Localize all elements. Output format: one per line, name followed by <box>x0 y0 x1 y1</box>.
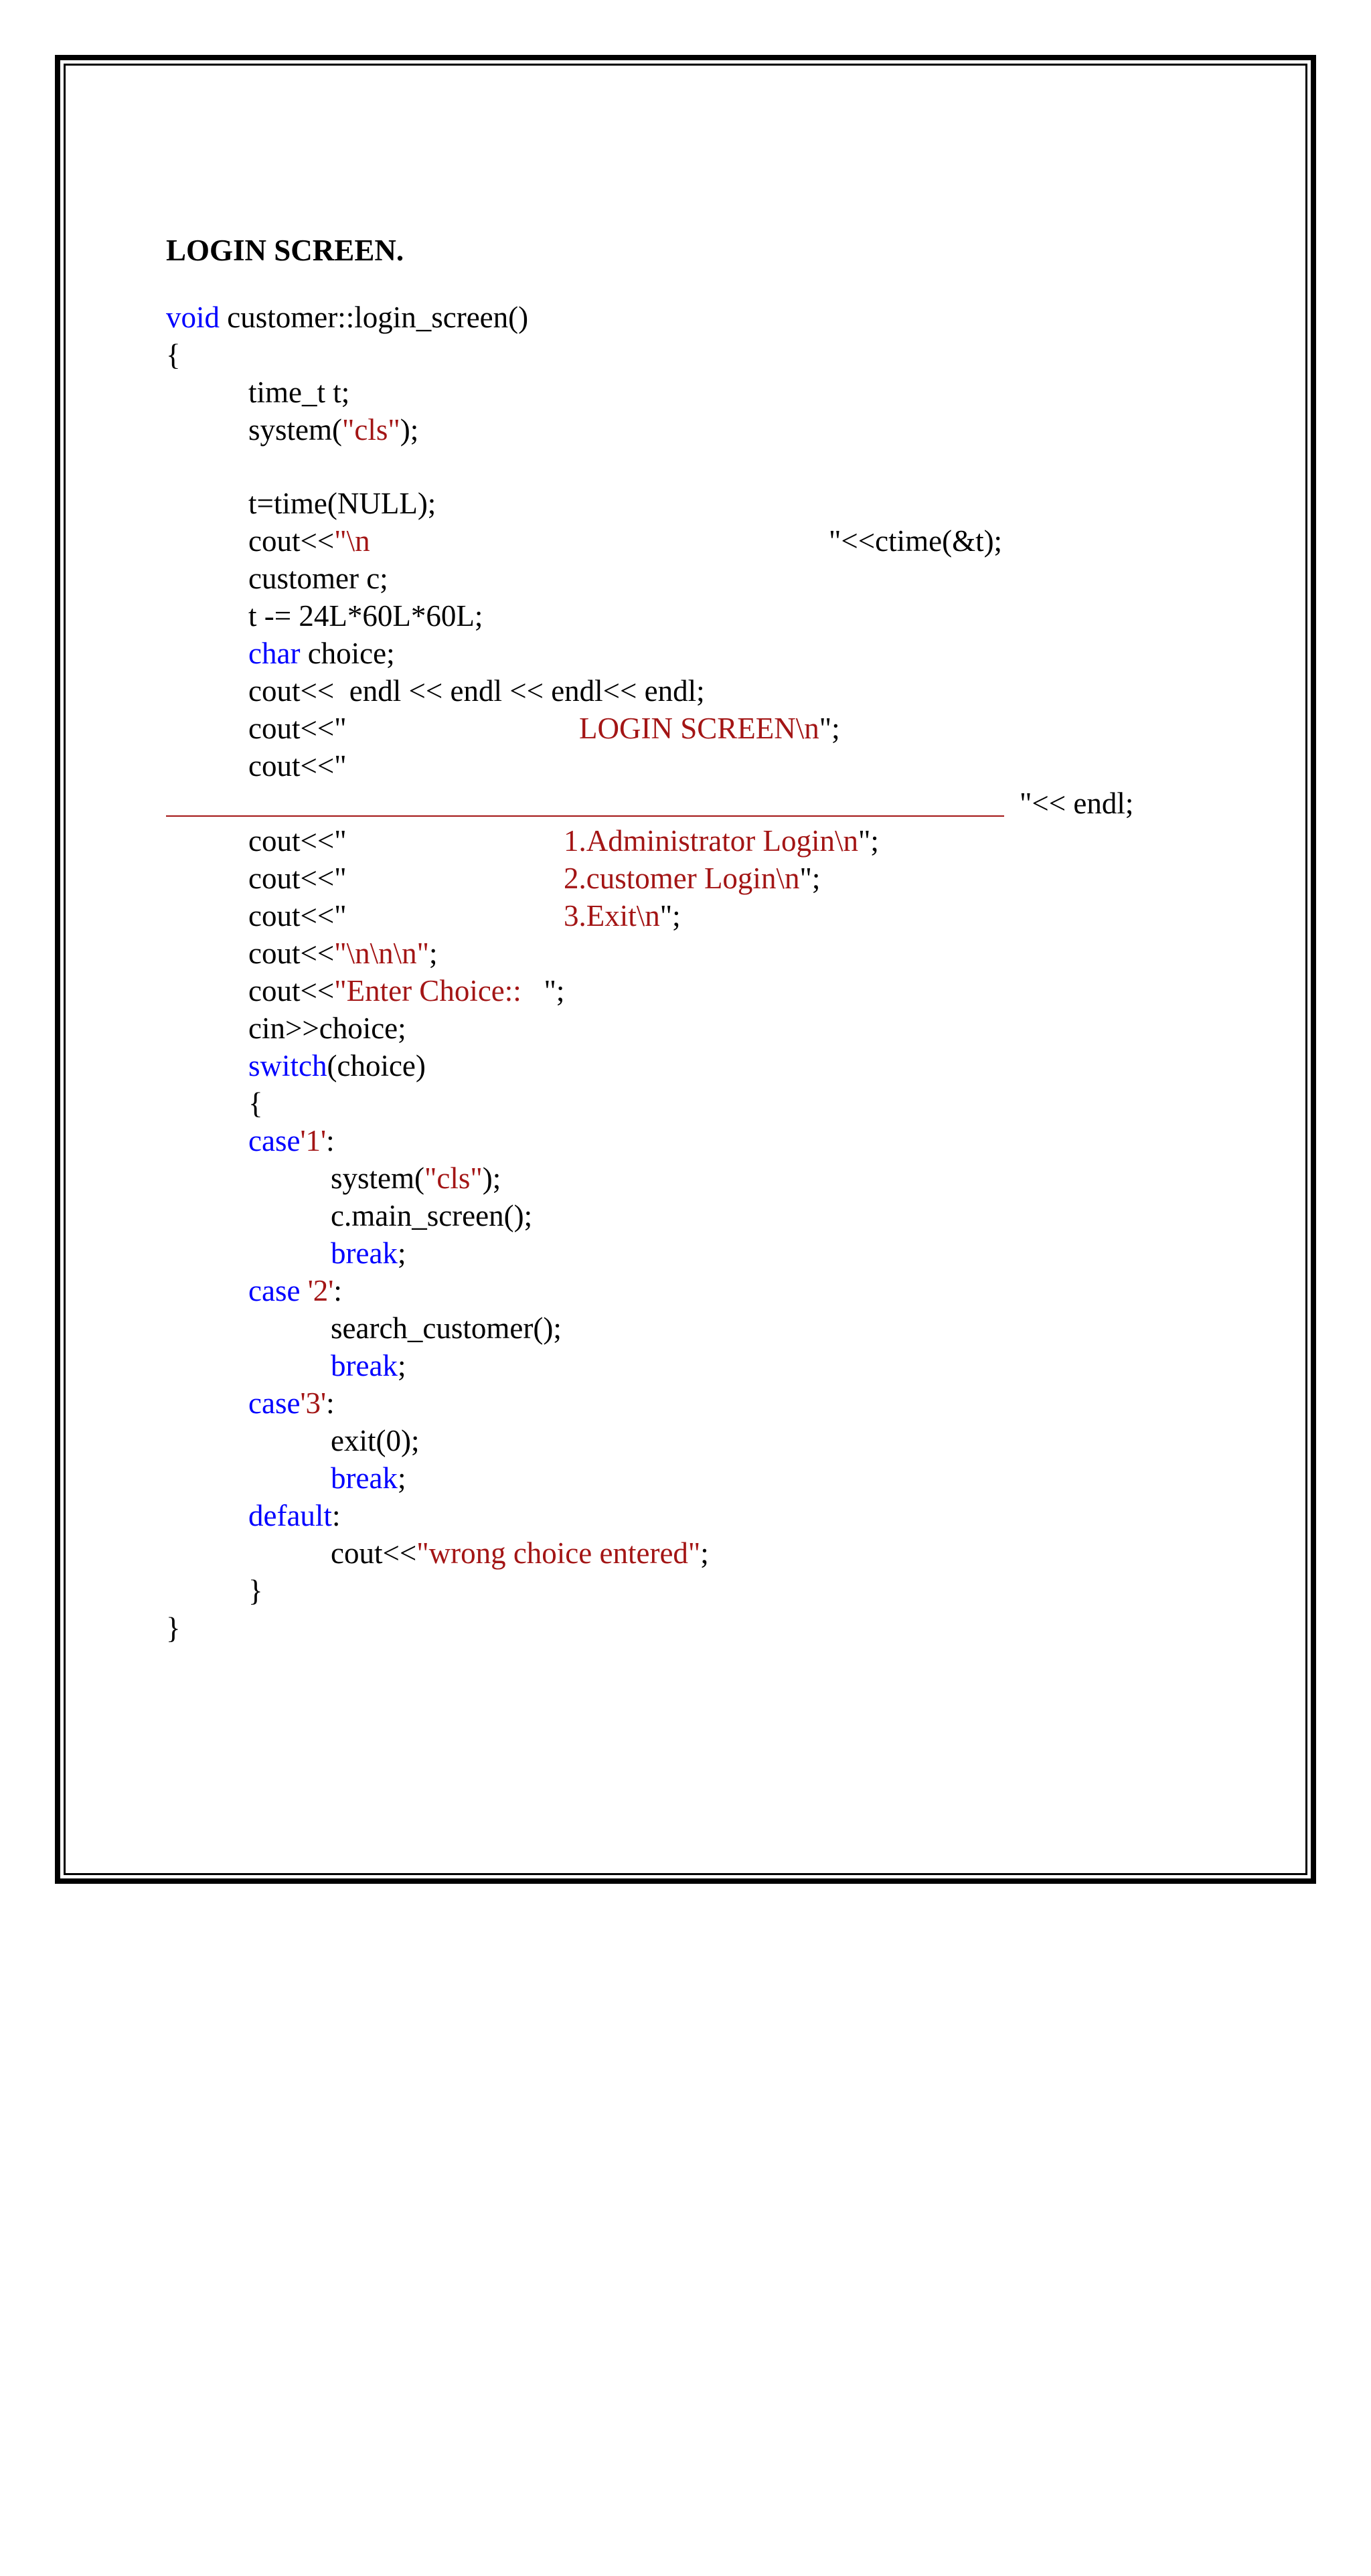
code-line-time-assign: t=time(NULL); <box>248 487 436 520</box>
keyword: break <box>331 1461 398 1495</box>
code-text: system( <box>331 1161 424 1195</box>
code-text: choice; <box>300 637 395 670</box>
code-text: ; <box>700 1536 709 1570</box>
code-text: (choice) <box>327 1049 426 1082</box>
code-line-menu-customer-string <box>564 860 820 897</box>
code-line-cout-ctime-end: "<<ctime(&t); <box>829 524 1003 558</box>
string-literal: '2' <box>300 1274 334 1307</box>
keyword: void <box>166 301 220 334</box>
code-line-exit: exit(0); <box>331 1424 420 1457</box>
string-literal: "wrong choice entered" <box>416 1536 701 1570</box>
code-block <box>166 0 1134 2576</box>
keyword: case <box>248 1386 301 1420</box>
code-text: customer::login_screen() <box>220 301 529 334</box>
string-literal: '1' <box>300 1124 327 1157</box>
string-literal: "Enter Choice:: <box>334 974 544 1008</box>
keyword: break <box>331 1349 398 1382</box>
code-line-time-decl: time_t t; <box>248 376 350 409</box>
code-line-switch-close: } <box>248 1574 263 1607</box>
section-heading: LOGIN SCREEN. <box>166 234 404 267</box>
code-text: ); <box>400 413 419 447</box>
string-literal: 1.Administrator Login\n <box>564 824 858 858</box>
code-text: ; <box>397 1461 406 1495</box>
code-text: "; <box>544 974 565 1008</box>
string-literal: 3.Exit\n <box>564 899 660 933</box>
keyword: char <box>248 637 301 670</box>
string-literal: "cls" <box>342 413 400 447</box>
code-text: : <box>326 1386 335 1420</box>
code-line-main-screen: c.main_screen(); <box>331 1199 533 1232</box>
code-line-menu-customer: cout<<" <box>248 862 347 895</box>
code-text: ; <box>397 1349 406 1382</box>
code-line-menu-exit-string <box>564 897 681 935</box>
code-line-case-3 <box>166 1384 335 1422</box>
code-text: ; <box>428 937 438 970</box>
code-text: "; <box>858 824 879 858</box>
keyword: default <box>248 1499 332 1532</box>
keyword: case <box>248 1124 301 1157</box>
code-line-cout-newlines <box>166 935 438 972</box>
code-line-close-brace: } <box>166 1611 181 1645</box>
code-line-time-subtract: t -= 24L*60L*60L; <box>248 599 483 633</box>
code-line-case-1-system <box>166 1159 501 1197</box>
code-text: ; <box>397 1236 406 1270</box>
code-line-open-brace: { <box>166 338 181 372</box>
string-literal: "\n <box>334 524 370 558</box>
string-literal: "cls" <box>424 1161 483 1195</box>
code-line-break-1 <box>166 1234 406 1272</box>
code-line-char-decl <box>166 635 395 672</box>
code-text: cout<< <box>248 524 335 558</box>
code-line-cout-title-string <box>579 710 840 747</box>
string-literal: 2.customer Login\n <box>564 862 800 895</box>
keyword: break <box>331 1236 398 1270</box>
code-text: : <box>326 1124 335 1157</box>
code-line-cout-prompt <box>166 972 564 1010</box>
code-line-switch <box>166 1047 426 1084</box>
code-line-case-1 <box>166 1122 335 1159</box>
code-text: cout<< <box>248 974 335 1008</box>
code-line-system-cls <box>166 411 418 449</box>
string-underline-rule <box>166 815 1004 817</box>
code-text: : <box>331 1499 341 1532</box>
code-line-endl: cout<< endl << endl << endl<< endl; <box>248 674 705 708</box>
code-line-menu-exit: cout<<" <box>248 899 347 933</box>
code-text: ); <box>482 1161 501 1195</box>
code-line-cout-rule-end: "<< endl; <box>1020 787 1134 820</box>
code-text: cout<< <box>248 937 335 970</box>
code-line-case-2 <box>166 1272 342 1309</box>
code-text: "; <box>819 712 840 745</box>
code-line-cout-ctime <box>166 522 370 560</box>
code-text: "; <box>659 899 681 933</box>
code-line-break-3 <box>166 1459 406 1497</box>
string-literal: LOGIN SCREEN\n <box>579 712 819 745</box>
code-line-wrong-choice <box>166 1534 709 1572</box>
code-line-switch-open: { <box>248 1086 263 1120</box>
string-literal: "\n\n\n" <box>334 937 429 970</box>
string-literal: '3' <box>300 1386 327 1420</box>
keyword: case <box>248 1274 301 1307</box>
keyword: switch <box>248 1049 327 1082</box>
code-line-menu-admin-string <box>564 822 879 860</box>
code-text: "; <box>799 862 821 895</box>
code-line-search-customer: search_customer(); <box>331 1311 562 1345</box>
code-line-function-signature <box>166 299 528 336</box>
code-line-customer-decl: customer c; <box>248 562 388 595</box>
code-line-default <box>166 1497 340 1534</box>
code-line-cin: cin>>choice; <box>248 1012 406 1045</box>
code-text: : <box>333 1274 342 1307</box>
code-line-cout-rule: cout<<" <box>248 749 347 783</box>
code-line-cout-title: cout<<" <box>248 712 347 745</box>
code-text: system( <box>248 413 342 447</box>
code-line-menu-admin: cout<<" <box>248 824 347 858</box>
code-text: cout<< <box>331 1536 417 1570</box>
code-line-break-2 <box>166 1347 406 1384</box>
